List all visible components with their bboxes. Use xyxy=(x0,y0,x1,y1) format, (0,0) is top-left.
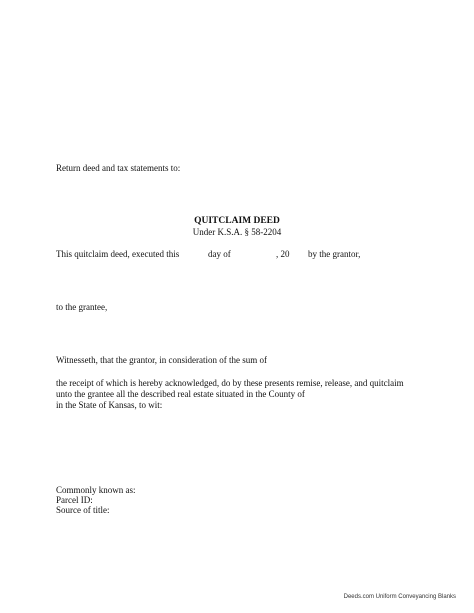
return-to-label: Return deed and tax statements to: xyxy=(56,163,181,173)
receipt-line: unto the grantee all the described real estate situated in the County of xyxy=(56,389,305,399)
parcel-id-label: Parcel ID: xyxy=(56,495,93,505)
by-grantor-label: by the grantor, xyxy=(308,249,361,259)
executed-prefix: This quitclaim deed, executed this xyxy=(56,249,180,259)
to-grantee-label: to the grantee, xyxy=(56,302,108,312)
witnesseth-line: Witnesseth, that the grantor, in consideration of the sum of xyxy=(56,355,267,365)
source-of-title-label: Source of title: xyxy=(56,505,110,515)
page-footer: Deeds.com Uniform Conveyancing Blanks xyxy=(343,594,456,600)
commonly-known-as-label: Commonly known as: xyxy=(56,485,136,495)
receipt-line: in the State of Kansas, to wit: xyxy=(56,400,163,410)
document-subtitle: Under K.S.A. § 58-2204 xyxy=(192,227,282,237)
receipt-line: the receipt of which is hereby acknowledged, do by these presents remise, release, and quitclaim xyxy=(56,378,404,388)
year-label: , 20 xyxy=(276,249,290,259)
day-of-label: day of xyxy=(208,249,231,259)
document-title: QUITCLAIM DEED xyxy=(194,216,280,226)
